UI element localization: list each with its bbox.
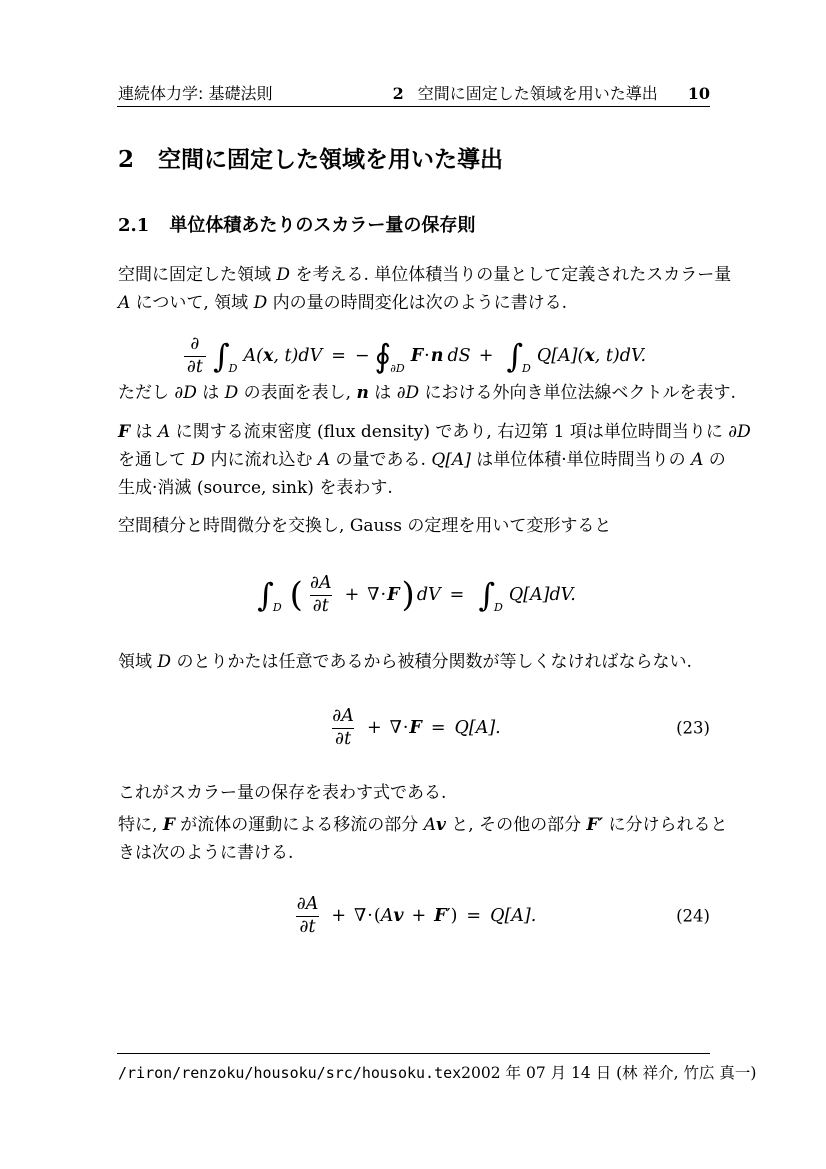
nabla-symbol: ∇: [389, 718, 402, 738]
paragraph-intro: 空間に固定した領域 D を考える. 単位体積当りの量として定義されたスカラー量 A について, 領域 D 内の量の時間変化は次のように書ける.: [118, 265, 732, 313]
equation-number-23: (23): [676, 718, 710, 738]
fraction-dadt: $\frac{\partial A}{\partial t}$: [309, 572, 332, 616]
running-header: [118, 84, 710, 104]
equation-24: $\frac{\partial A}{\partial t}$ + ∇ · ( A v + F ′ ) = Q[A]. (24): [118, 890, 710, 942]
integral-icon: ∫: [478, 576, 495, 614]
paragraph-boundary-note: ただし ∂D は D の表面を表し, n は ∂D における外向き単位法線ベクトルを表す.: [118, 383, 736, 403]
header-section-title: 空間に固定した領域を用いた導出: [417, 84, 658, 103]
integral-domain-2: ∫ D: [478, 576, 503, 614]
paragraph-gauss: 空間積分と時間微分を交換し, Gauss の定理を用いて変形すると: [118, 516, 612, 536]
subsection-title: 単位体積あたりのスカラー量の保存則: [169, 215, 476, 236]
footer-date-authors: 2002 年 07 月 14 日 (林 祥介, 竹広 真一): [461, 1064, 757, 1082]
equation-23: $\frac{\partial A}{\partial t}$ + ∇ · F = Q[A]. (23): [118, 702, 710, 754]
equation-gauss-transformed: ∫ D ( $\frac{\partial A}{\partial t}$ + ∇ · F ) dV = ∫ D Q[A]dV.: [257, 572, 576, 616]
paragraph-conservation-statement: これがスカラー量の保存を表わす式である.: [118, 783, 447, 803]
paragraph-flux-source: F は A に関する流束密度 (flux density) であり, 右辺第 1 項は単位時間当りに ∂D を通して D 内に流れ込む A の量である. Q[A] は単位体積·単位時間当りの A の 生成·消滅 (source, sink) を表わす.: [118, 422, 751, 498]
integral-domain: ∫ D: [212, 337, 238, 375]
paragraph-arbitrary-domain: 領域 D のとりかたは任意であるから被積分関数が等しくなければならない.: [118, 652, 692, 672]
footer-rule: [117, 1053, 710, 1054]
page-number: 10: [687, 84, 710, 103]
section-title: 空間に固定した領域を用いた導出: [158, 147, 504, 173]
section-number: 2: [118, 146, 135, 173]
header-rule: [117, 106, 710, 107]
integral-domain: ∫ D: [257, 576, 282, 614]
subsection-number: 2.1: [118, 215, 150, 236]
fraction-dadt: $\frac{\partial A}{\partial t}$: [332, 705, 354, 749]
integral-icon: ∫: [212, 337, 230, 375]
nabla-symbol: ∇: [367, 585, 380, 605]
contour-integral-icon: ∮: [374, 337, 392, 375]
fraction-ddt: $\frac{\partial}{\partial t}$: [184, 334, 206, 379]
equation-balance-integral: $\frac{\partial}{\partial t}$ ∫ D A( x , t)dV = − ∮ ∂D F · n dS + ∫ D Q[A]( x , t)dV.: [118, 330, 710, 382]
equation-number-24: (24): [676, 906, 710, 926]
header-section-ref: [393, 84, 658, 104]
footer: [118, 1061, 757, 1083]
integral-domain-2: ∫ D: [506, 337, 531, 375]
right-paren: ): [401, 575, 415, 615]
integral-icon: ∫: [506, 337, 524, 375]
contour-integral-boundary: ∮ ∂D: [374, 337, 405, 375]
subsection-heading: [118, 211, 475, 237]
footer-source-path: /riron/renzoku/housoku/src/housoku.tex: [118, 1064, 462, 1082]
paragraph-advection-split: 特に, F が流体の運動による移流の部分 Av と, その他の部分 F′ に分けられると きは次のように書ける.: [118, 815, 728, 863]
integral-icon: ∫: [257, 576, 274, 614]
header-section-number: 2: [392, 84, 404, 103]
left-paren: (: [289, 575, 303, 615]
fraction-dadt: $\frac{\partial A}{\partial t}$: [296, 893, 319, 937]
header-course-title: 連続体力学: 基礎法則: [118, 84, 273, 103]
nabla-symbol: ∇: [354, 906, 367, 926]
section-heading: [118, 141, 503, 174]
